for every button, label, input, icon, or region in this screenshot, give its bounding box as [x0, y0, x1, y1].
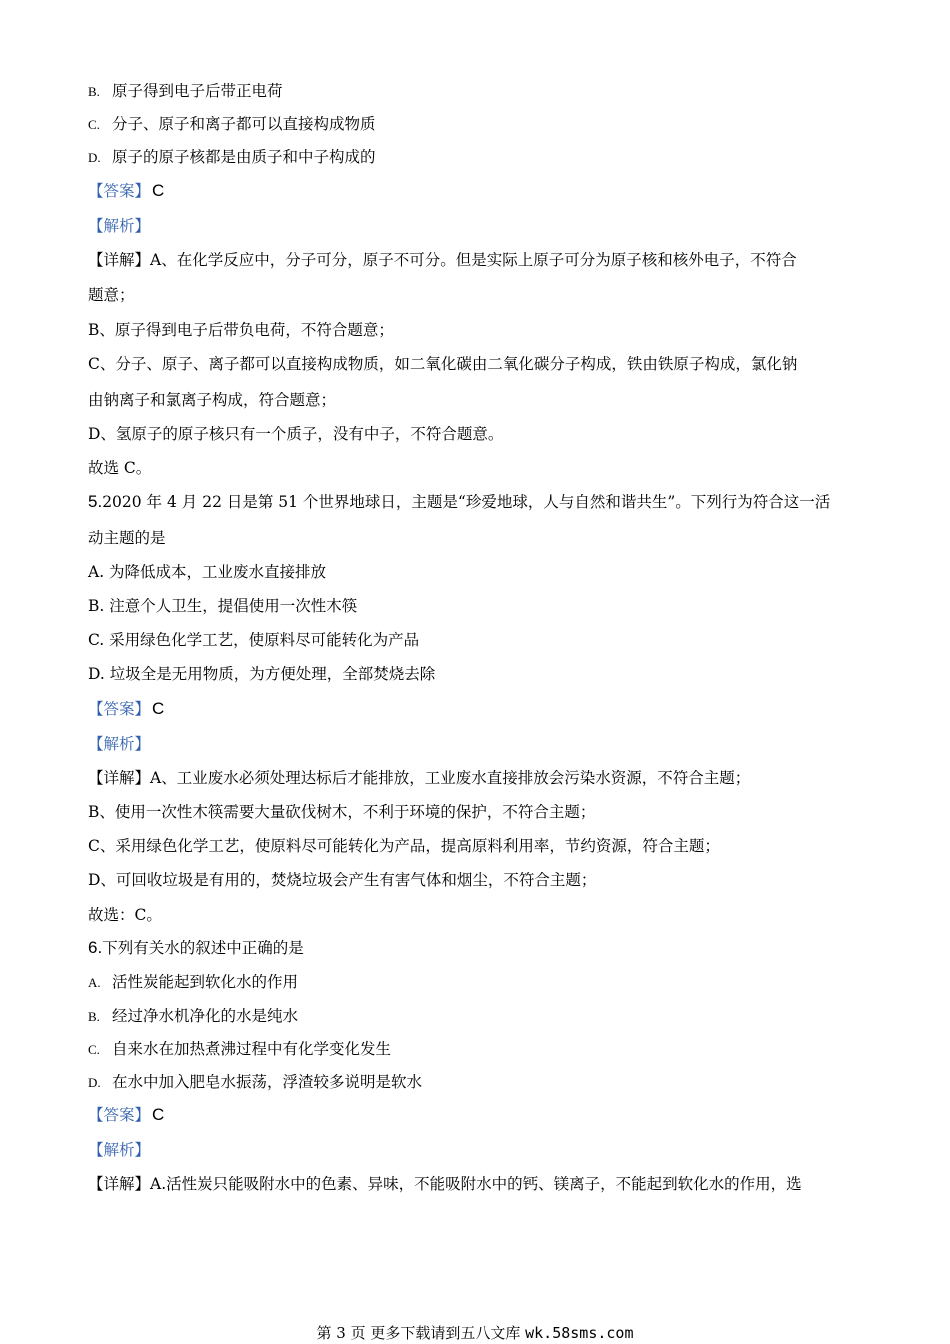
q6-analysis-tag: 【解析】 — [88, 1141, 151, 1159]
footer-url[interactable]: wk.58sms.com — [525, 1324, 634, 1342]
q5-detail-line: 【详解】A、工业废水必须处理达标后才能排放，工业废水直接排放会污染水资源，不符合主题； — [88, 769, 751, 787]
q6-detail-line: 【详解】A.活性炭只能吸附水中的色素、异味，不能吸附水中的钙、镁离子，不能起到软化水的作用，选 — [88, 1175, 802, 1193]
option-text: 在水中加入肥皂水振荡，浮渣较多说明是软水 — [112, 1073, 423, 1091]
option-text: 分子、原子和离子都可以直接构成物质 — [112, 115, 376, 133]
q5-stem-continued: 动主题的是 — [88, 529, 166, 547]
q4-option-d — [88, 147, 376, 168]
answer-tag: 【答案】 — [88, 700, 151, 718]
question-number: 6. — [88, 938, 103, 957]
answer-tag: 【答案】 — [88, 1106, 151, 1124]
q4-detail-line: C、分子、原子、离子都可以直接构成物质，如二氧化碳由二氧化碳分子构成，铁由铁原子构成，氯化钠 — [88, 355, 798, 373]
q4-option-c — [88, 114, 376, 135]
option-letter: C. — [88, 1042, 100, 1057]
option-text: 原子得到电子后带正电荷 — [112, 82, 283, 100]
q4-conclusion: 故选 C。 — [88, 459, 152, 477]
answer-tag: 【答案】 — [88, 182, 151, 200]
q5-detail-line: B、使用一次性木筷需要大量砍伐树木，不利于环境的保护，不符合主题； — [88, 803, 596, 821]
q6-option-c — [88, 1039, 391, 1060]
question-stem-text: 下列有关水的叙述中正确的是 — [102, 939, 304, 957]
option-text: 自来水在加热煮沸过程中有化学变化发生 — [112, 1040, 392, 1058]
q6-option-a — [88, 972, 298, 993]
q4-detail-line: 【详解】A、在化学反应中，分子可分，原子不可分。但是实际上原子可分为原子核和核外电子，不符合 — [88, 251, 797, 269]
q5-option-d: D. 垃圾全是无用物质，为方便处理，全部焚烧去除 — [88, 665, 436, 683]
q6-stem — [88, 938, 304, 958]
q5-stem — [88, 492, 830, 512]
q5-option-a: A. 为降低成本，工业废水直接排放 — [88, 563, 327, 581]
answer-letter: C — [152, 699, 165, 718]
option-letter: D. — [88, 150, 101, 165]
option-text: 原子的原子核都是由质子和中子构成的 — [112, 148, 376, 166]
q5-conclusion: 故选：C。 — [88, 906, 162, 924]
answer-letter: C — [152, 181, 165, 200]
answer-letter: C — [152, 1105, 165, 1124]
option-letter: A. — [88, 975, 101, 990]
q5-detail-line: C、采用绿色化学工艺，使原料尽可能转化为产品，提高原料利用率，节约资源，符合主题； — [88, 837, 720, 855]
q5-option-c: C. 采用绿色化学工艺，使原料尽可能转化为产品 — [88, 631, 420, 649]
q6-option-b — [88, 1006, 298, 1027]
q4-option-b — [88, 81, 283, 102]
q6-option-d — [88, 1072, 422, 1093]
question-stem-text: 2020 年 4 月 22 日是第 51 个世界地球日，主题是“珍爱地球，人与自然和谐共生”。下列行为符合这一活 — [102, 493, 831, 511]
option-text: 经过净水机净化的水是纯水 — [112, 1007, 299, 1025]
page-footer — [0, 1323, 950, 1343]
q4-detail-line: 题意； — [88, 286, 135, 304]
option-letter: B. — [88, 1009, 100, 1024]
q5-option-b: B. 注意个人卫生，提倡使用一次性木筷 — [88, 597, 358, 615]
q6-answer — [88, 1105, 164, 1125]
q4-analysis-tag: 【解析】 — [88, 217, 151, 235]
option-letter: D. — [88, 1075, 101, 1090]
option-letter: B. — [88, 84, 100, 99]
q5-answer — [88, 699, 164, 719]
q4-detail-line: D、氢原子的原子核只有一个质子，没有中子，不符合题意。 — [88, 425, 504, 443]
q4-answer — [88, 181, 164, 201]
option-letter: C. — [88, 117, 100, 132]
q5-detail-line: D、可回收垃圾是有用的，焚烧垃圾会产生有害气体和烟尘，不符合主题； — [88, 871, 597, 889]
q5-analysis-tag: 【解析】 — [88, 735, 151, 753]
q4-detail-line: 由钠离子和氯离子构成，符合题意； — [88, 391, 337, 409]
option-text: 活性炭能起到软化水的作用 — [112, 973, 299, 991]
q4-detail-line: B、原子得到电子后带负电荷，不符合题意； — [88, 321, 394, 339]
footer-page-text: 第 3 页 更多下载请到五八文库 — [316, 1324, 521, 1342]
question-number: 5. — [88, 492, 103, 511]
